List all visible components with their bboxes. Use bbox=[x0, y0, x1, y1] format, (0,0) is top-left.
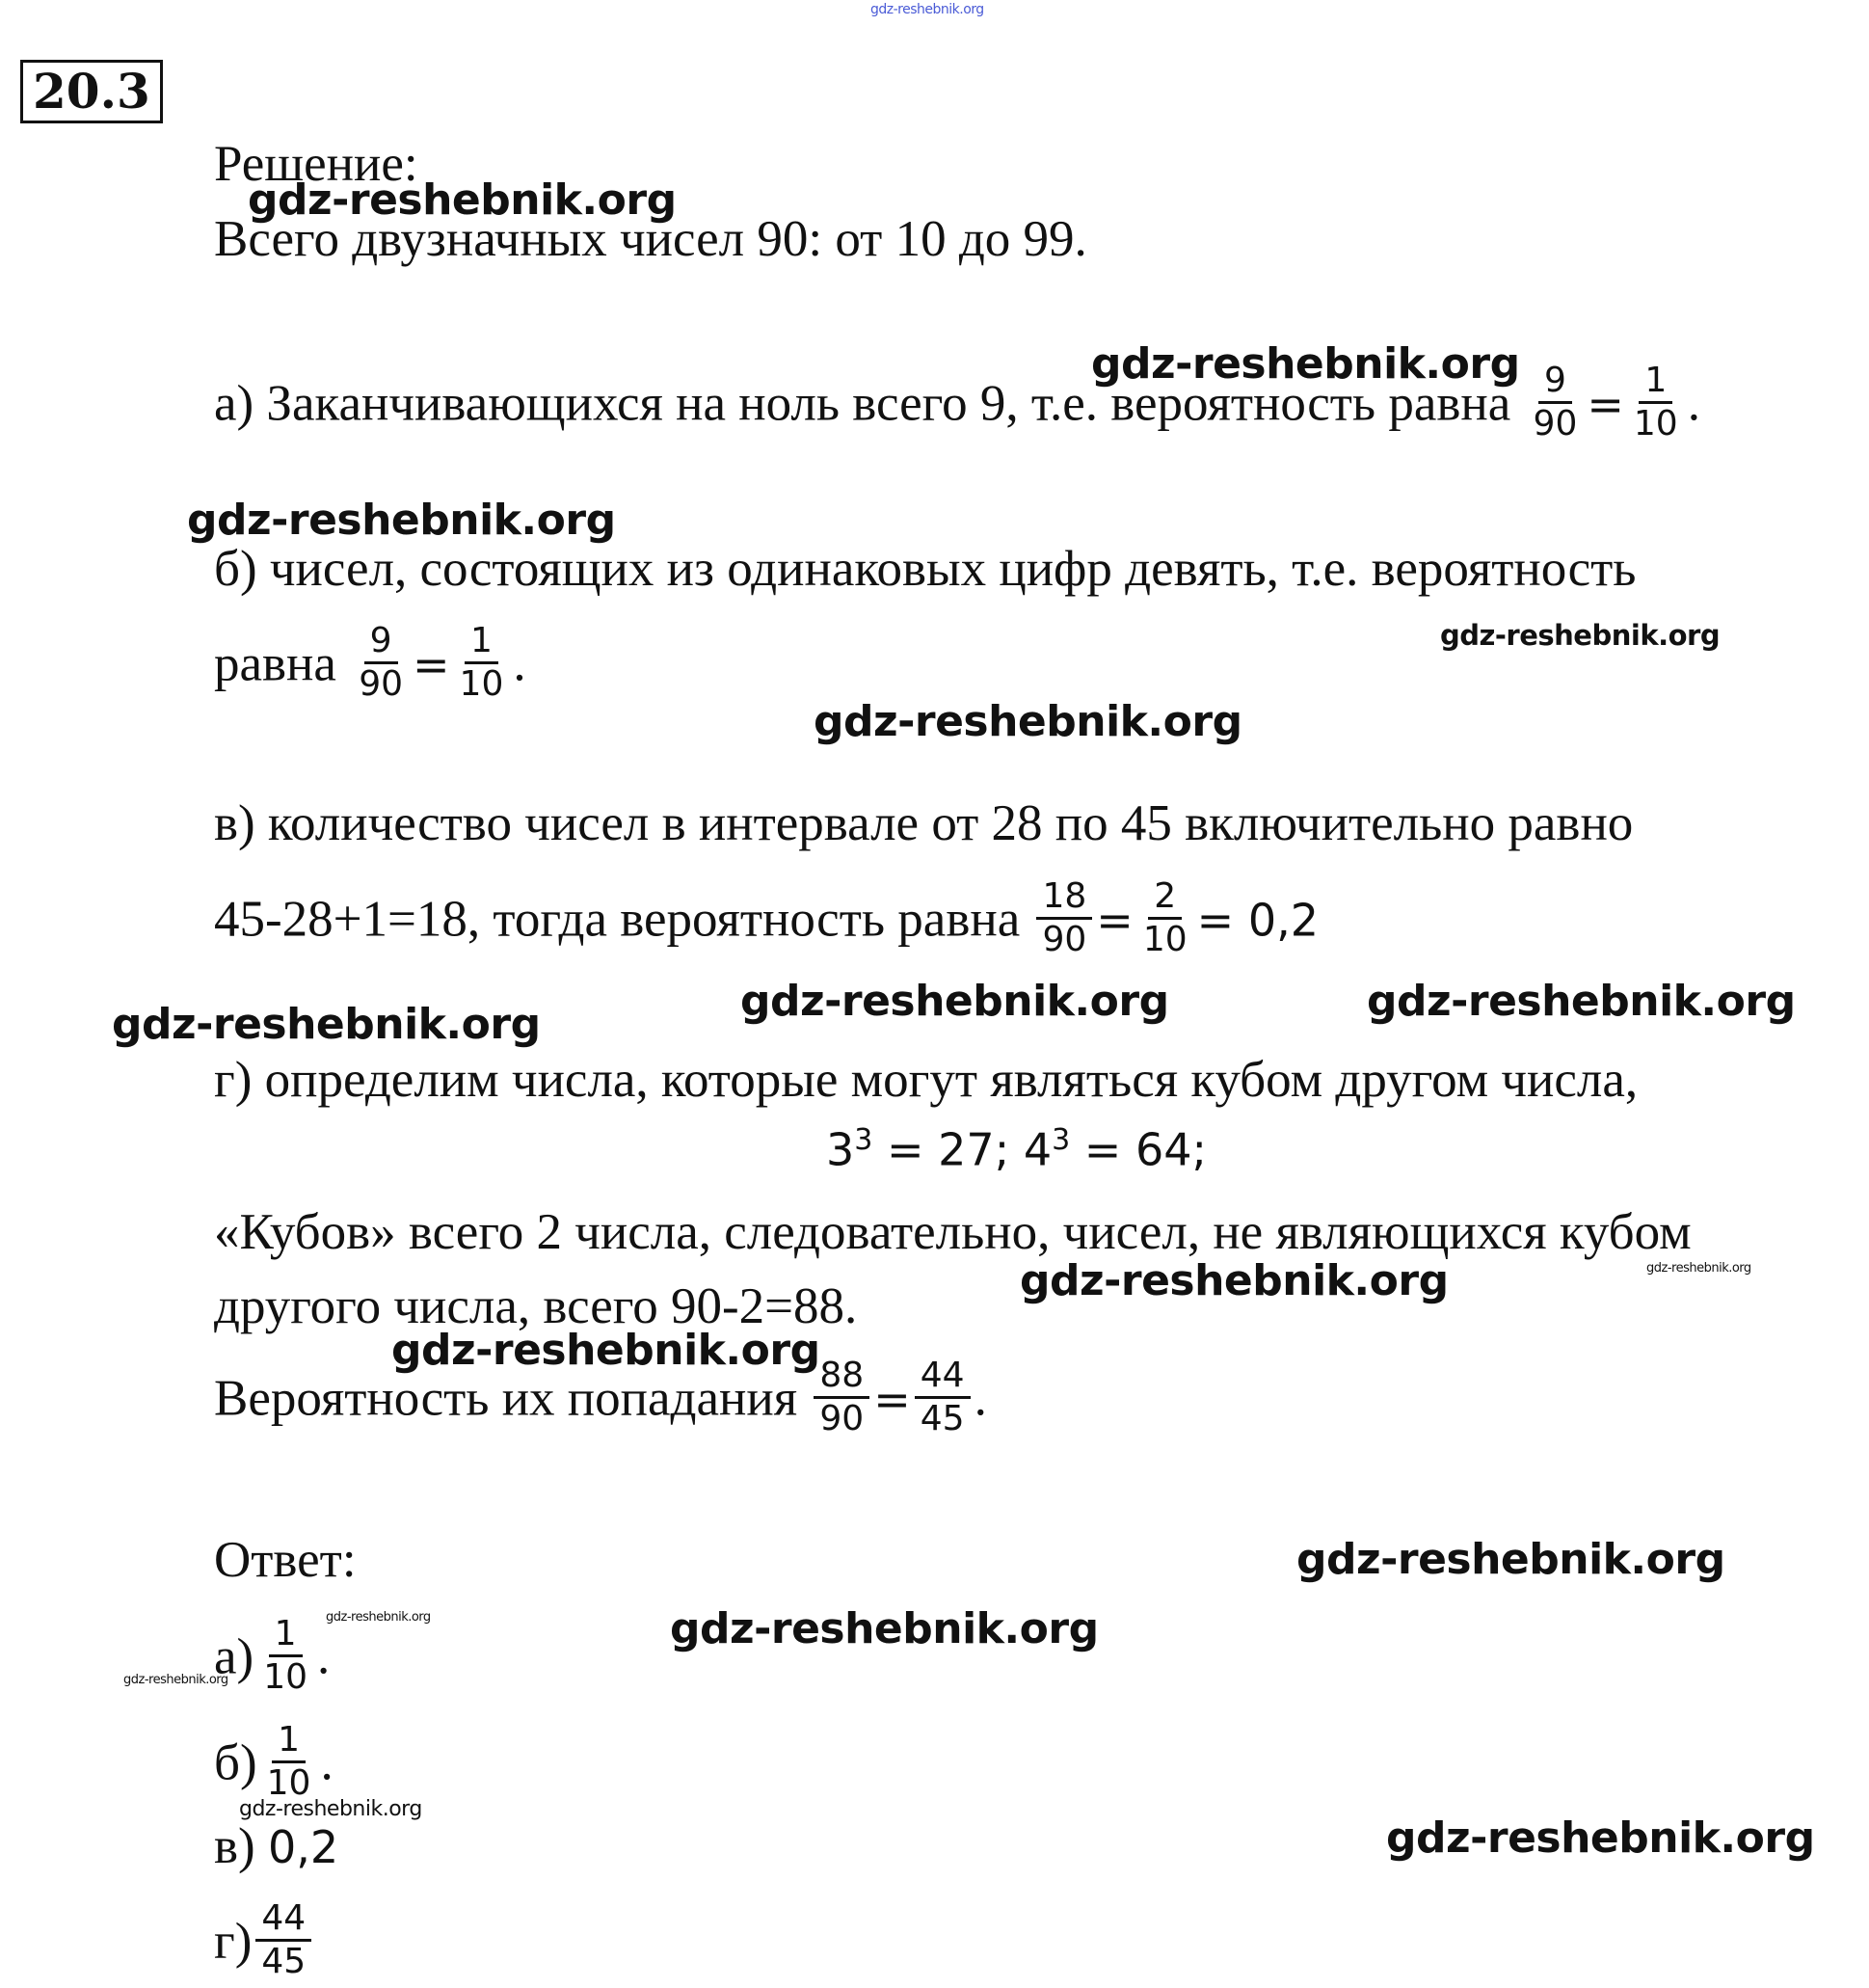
watermark: gdz-reshebnik.org bbox=[670, 1604, 1099, 1653]
formula-part: = 27; 4 bbox=[872, 1123, 1053, 1176]
denominator: 10 bbox=[1142, 920, 1188, 959]
denominator: 90 bbox=[359, 664, 403, 704]
label: б) bbox=[214, 1734, 257, 1791]
watermark: gdz-reshebnik.org bbox=[1367, 977, 1796, 1026]
label: а) bbox=[214, 1628, 254, 1685]
watermark: gdz-reshebnik.org bbox=[814, 697, 1242, 746]
numerator: 9 bbox=[364, 621, 398, 664]
fraction bbox=[1528, 361, 1584, 444]
watermark: gdz-reshebnik.org bbox=[187, 496, 616, 545]
watermark: gdz-reshebnik.org bbox=[740, 977, 1169, 1026]
fraction bbox=[257, 1614, 313, 1698]
equals: = bbox=[413, 638, 450, 691]
watermark: gdz-reshebnik.org bbox=[1386, 1813, 1815, 1863]
watermark: gdz-reshebnik.org bbox=[1646, 1261, 1751, 1276]
fraction bbox=[1036, 876, 1092, 960]
denominator: 10 bbox=[1633, 404, 1678, 443]
part-b-text: равна bbox=[214, 635, 336, 692]
denominator: 45 bbox=[920, 1399, 965, 1438]
watermark: gdz-reshebnik.org bbox=[112, 1000, 541, 1049]
denominator: 90 bbox=[1042, 920, 1087, 959]
part-g-line3: «Кубов» всего 2 числа, следовательно, чисел, не являющихся кубом bbox=[214, 1204, 1692, 1260]
answer-g bbox=[214, 1898, 315, 1988]
answer-v bbox=[214, 1817, 338, 1876]
numerator: 44 bbox=[915, 1356, 971, 1399]
period: . bbox=[1687, 375, 1700, 432]
answer-a bbox=[214, 1614, 331, 1704]
value: 0,2 bbox=[267, 1821, 339, 1873]
part-b-line1: б) чисел, состоящих из одинаковых цифр девять, т.е. вероятность bbox=[214, 541, 1637, 597]
part-g-line4: другого числа, всего 90-2=88. bbox=[214, 1278, 858, 1334]
top-watermark: gdz-reshebnik.org bbox=[870, 2, 984, 17]
denominator: 10 bbox=[263, 1657, 307, 1697]
numerator: 1 bbox=[465, 621, 498, 664]
exponent: 3 bbox=[1052, 1123, 1071, 1157]
numerator: 44 bbox=[255, 1898, 311, 1942]
period: . bbox=[513, 635, 526, 692]
part-g-text: Вероятность их попадания bbox=[214, 1370, 798, 1427]
solution-heading: Решение: bbox=[214, 136, 418, 192]
numerator: 1 bbox=[1639, 361, 1672, 404]
watermark: gdz-reshebnik.org bbox=[1020, 1256, 1449, 1305]
denominator: 45 bbox=[261, 1942, 307, 1981]
numerator: 2 bbox=[1148, 876, 1182, 920]
fraction bbox=[915, 1356, 971, 1439]
watermark: gdz-reshebnik.org bbox=[1091, 339, 1520, 389]
watermark: gdz-reshebnik.org bbox=[123, 1673, 228, 1687]
result: = 0,2 bbox=[1196, 894, 1319, 947]
equals: = bbox=[1096, 894, 1134, 947]
formula-part: = 64; bbox=[1070, 1123, 1208, 1176]
fraction bbox=[1137, 876, 1193, 960]
problem-number: 20.3 bbox=[20, 60, 163, 123]
watermark: gdz-reshebnik.org bbox=[391, 1326, 820, 1375]
watermark: gdz-reshebnik.org bbox=[248, 175, 677, 225]
intro-text: Всего двузначных чисел 90: от 10 до 99. bbox=[214, 211, 1087, 267]
watermark: gdz-reshebnik.org bbox=[1440, 619, 1721, 652]
numerator: 1 bbox=[272, 1720, 306, 1763]
watermark: gdz-reshebnik.org bbox=[239, 1797, 422, 1821]
equals: = bbox=[1587, 378, 1624, 431]
answer-heading: Ответ: bbox=[214, 1532, 357, 1588]
fraction bbox=[261, 1720, 317, 1804]
numerator: 18 bbox=[1036, 876, 1092, 920]
label: в) bbox=[214, 1818, 255, 1874]
numerator: 9 bbox=[1538, 361, 1572, 404]
denominator: 90 bbox=[819, 1399, 865, 1438]
denominator: 10 bbox=[266, 1763, 311, 1803]
exponent: 3 bbox=[854, 1123, 873, 1157]
part-v-text: 45-28+1=18, тогда вероятность равна bbox=[214, 891, 1021, 948]
part-a-text: а) Заканчивающихся на ноль всего 9, т.е. вероятность равна bbox=[214, 375, 1511, 432]
label: г) bbox=[214, 1913, 253, 1970]
equals: = bbox=[873, 1373, 911, 1426]
part-v-line2 bbox=[214, 876, 1319, 966]
numerator: 1 bbox=[269, 1614, 303, 1657]
cubes-formula bbox=[826, 1123, 1207, 1175]
watermark: gdz-reshebnik.org bbox=[1296, 1535, 1725, 1584]
period: . bbox=[317, 1628, 331, 1685]
denominator: 90 bbox=[1533, 404, 1578, 443]
part-g-line1: г) определим числа, которые могут являться кубом другом числа, bbox=[214, 1052, 1639, 1108]
base: 3 bbox=[826, 1123, 855, 1176]
numerator: 88 bbox=[814, 1356, 869, 1399]
part-v-line1: в) количество чисел в интервале от 28 по 45 включительно равно bbox=[214, 795, 1634, 851]
part-b-line2 bbox=[214, 621, 526, 711]
fraction bbox=[454, 621, 510, 705]
watermark: gdz-reshebnik.org bbox=[326, 1610, 431, 1625]
period: . bbox=[974, 1370, 987, 1427]
fraction bbox=[255, 1898, 311, 1982]
denominator: 10 bbox=[459, 664, 504, 704]
fraction bbox=[353, 621, 409, 705]
fraction bbox=[814, 1356, 869, 1439]
period: . bbox=[320, 1734, 334, 1791]
fraction bbox=[1628, 361, 1684, 444]
